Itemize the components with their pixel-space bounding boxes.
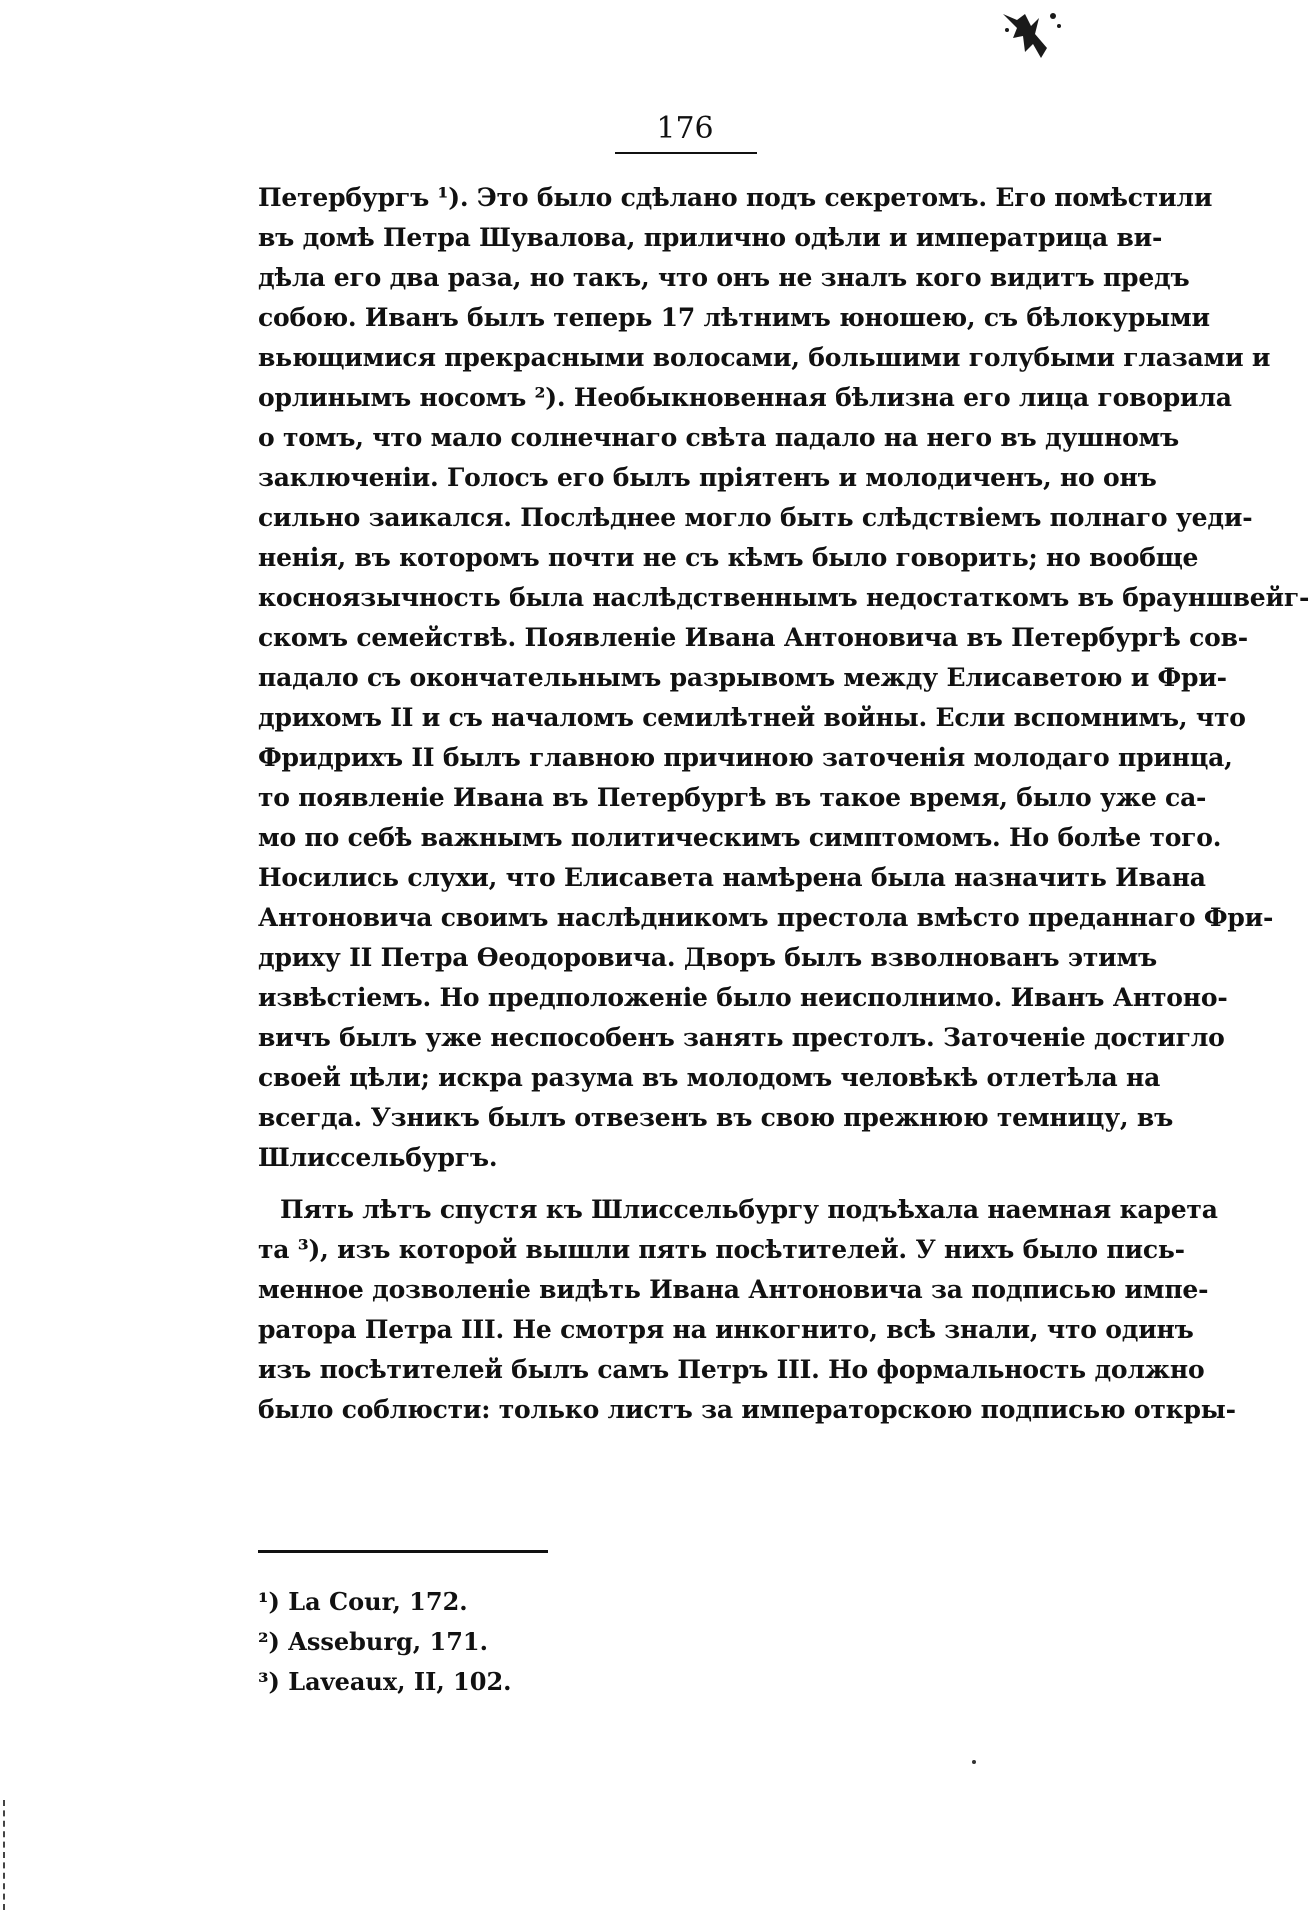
- text-line: мо по себѣ важнымъ политическимъ симптомомъ. Но болѣе того.: [258, 823, 1222, 852]
- page-number-underline: [615, 152, 757, 154]
- paragraph-gap: [258, 1178, 1096, 1190]
- text-line: о томъ, что мало солнечнаго свѣта падало на него въ душномъ: [258, 423, 1180, 452]
- footnote: [258, 1662, 858, 1702]
- text-line: то появленіе Ивана въ Петербургѣ въ такое время, было уже са-: [258, 783, 1207, 812]
- page-number: 176: [656, 111, 714, 146]
- footnote-text: Asseburg, 171.: [288, 1627, 488, 1656]
- text-line: Шлиссельбургъ.: [258, 1143, 498, 1172]
- paragraph: [258, 178, 1309, 1178]
- text-line: вичъ былъ уже неспособенъ занять престолъ. Заточеніе достигло: [258, 1023, 1225, 1052]
- text-line: было соблюсти: только листъ за императорскою подписью откры-: [258, 1395, 1236, 1424]
- text-line: вьющимися прекрасными волосами, большими голубыми глазами и: [258, 343, 1271, 372]
- text-line: Фридрихъ II былъ главною причиною заточенія молодаго принца,: [258, 743, 1233, 772]
- text-line: скомъ семействѣ. Появленіе Ивана Антоновича въ Петербургѣ сов-: [258, 623, 1248, 652]
- text-line: падало съ окончательнымъ разрывомъ между Елисаветою и Фри-: [258, 663, 1227, 692]
- text-line: извѣстіемъ. Но предположеніе было неисполнимо. Иванъ Антоно-: [258, 983, 1228, 1012]
- footnote-mark: ²): [258, 1627, 280, 1656]
- text-line: косноязычность была наслѣдственнымъ недостаткомъ въ брауншвейг-: [258, 583, 1309, 612]
- paragraph: [258, 1190, 1236, 1430]
- footnote-text: Laveaux, II, 102.: [288, 1667, 512, 1696]
- body-text: [258, 178, 1309, 1430]
- footnote-separator: [258, 1550, 548, 1553]
- text-line: своей цѣли; искра разума въ молодомъ человѣкѣ отлетѣла на: [258, 1063, 1161, 1092]
- text-line: въ домѣ Петра Шувалова, прилично одѣли и императрица ви-: [258, 223, 1163, 252]
- text-line: Носились слухи, что Елисавета намѣрена была назначить Ивана: [258, 863, 1206, 892]
- footnote: [258, 1582, 858, 1622]
- footnote-text: La Cour, 172.: [288, 1587, 468, 1616]
- text-line: дѣла его два раза, но такъ, что онъ не зналъ кого видитъ предъ: [258, 263, 1190, 292]
- text-line: дриху II Петра Ѳеодоровича. Дворъ былъ взволнованъ этимъ: [258, 943, 1157, 972]
- text-line: та ³), изъ которой вышли пять посѣтителей. У нихъ было пись-: [258, 1235, 1185, 1264]
- text-line: всегда. Узникъ былъ отвезенъ въ свою прежнюю темницу, въ: [258, 1103, 1174, 1132]
- text-line: менное дозволеніе видѣть Ивана Антоновича за подписью импе-: [258, 1275, 1209, 1304]
- text-line: орлинымъ носомъ ²). Необыкновенная бѣлизна его лица говорила: [258, 383, 1232, 412]
- footnotes: [258, 1582, 858, 1702]
- text-line: Петербургъ ¹). Это было сдѣлано подъ секретомъ. Его помѣстили: [258, 183, 1213, 212]
- text-line: собою. Иванъ былъ теперь 17 лѣтнимъ юношею, съ бѣлокурыми: [258, 303, 1210, 332]
- binding-edge-mark: [3, 1800, 8, 1910]
- footnote-mark: ³): [258, 1667, 280, 1696]
- text-line: ратора Петра III. Не смотря на инкогнито, всѣ знали, что одинъ: [258, 1315, 1194, 1344]
- ink-smudge-mark: [995, 8, 1065, 64]
- footnote-mark: ¹): [258, 1587, 280, 1616]
- text-line: изъ посѣтителей былъ самъ Петръ III. Но формальность должно: [258, 1355, 1205, 1384]
- text-line: дрихомъ II и съ началомъ семилѣтней войны. Если вспомнимъ, что: [258, 703, 1246, 732]
- text-line: Пять лѣтъ спустя къ Шлиссельбургу подъѣхала наемная карета: [280, 1195, 1218, 1224]
- text-line: Антоновича своимъ наслѣдникомъ престола вмѣсто преданнаго Фри-: [258, 903, 1274, 932]
- text-line: ненія, въ которомъ почти не съ кѣмъ было говорить; но вообще: [258, 543, 1199, 572]
- footnote: [258, 1622, 858, 1662]
- ink-speck: [972, 1760, 976, 1764]
- text-line: сильно заикался. Послѣднее могло быть слѣдствіемъ полнаго уеди-: [258, 503, 1253, 532]
- text-line: заключеніи. Голосъ его былъ пріятенъ и молодиченъ, но онъ: [258, 463, 1157, 492]
